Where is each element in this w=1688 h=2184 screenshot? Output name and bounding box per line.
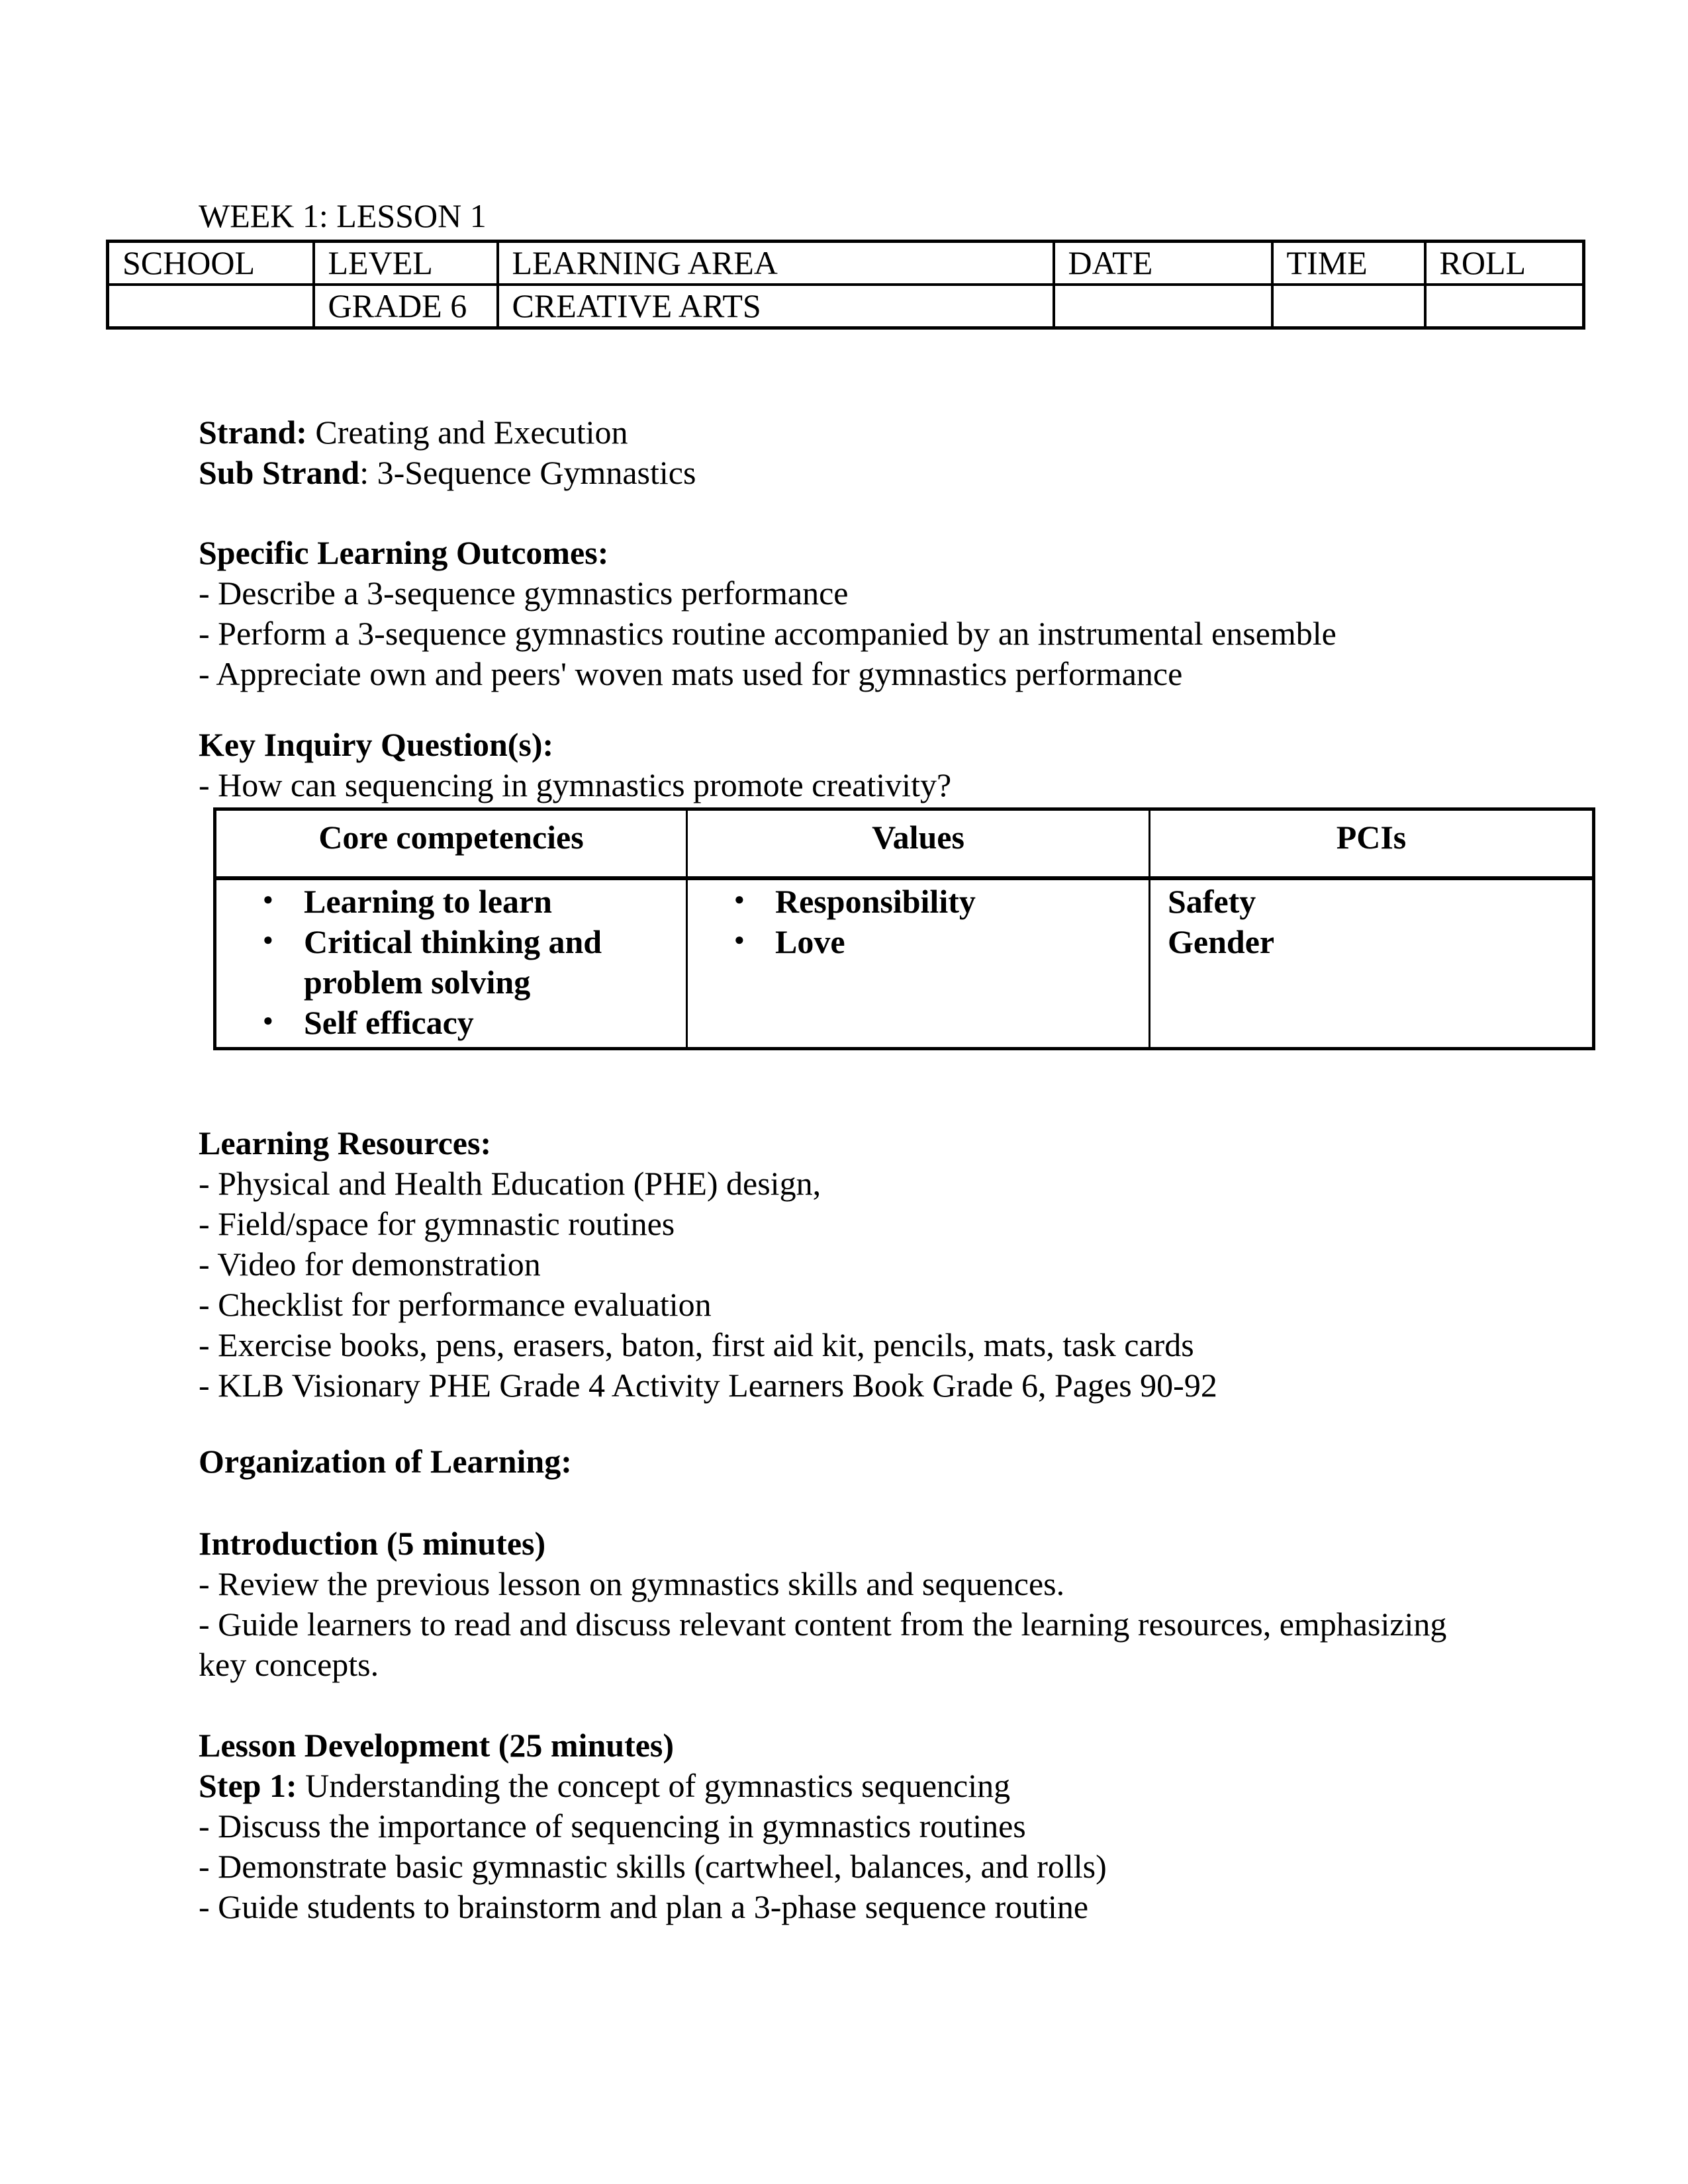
- pci-item: Safety: [1168, 883, 1256, 920]
- info-value-learning-area: CREATIVE ARTS: [498, 285, 1054, 328]
- step1-label: Step 1:: [199, 1767, 297, 1804]
- info-value-roll: [1425, 285, 1584, 328]
- lesson-development-item: - Demonstrate basic gymnastic skills (cartwheel, balances, and rolls): [199, 1848, 1107, 1885]
- competency-header-core: Core competencies: [215, 809, 687, 879]
- info-table-value-row: [108, 285, 1584, 328]
- organization-section: [199, 1441, 1489, 1482]
- strand-label: Strand:: [199, 414, 307, 451]
- info-header-date: DATE: [1054, 242, 1272, 285]
- key-inquiry-question: - How can sequencing in gymnastics promote creativity?: [199, 766, 952, 803]
- introduction-heading: Introduction (5 minutes): [199, 1525, 546, 1562]
- values-list: [688, 882, 1142, 962]
- info-value-date: [1054, 285, 1272, 328]
- outcome-item: - Describe a 3-sequence gymnastics performance: [199, 574, 849, 612]
- pci-item: Gender: [1168, 923, 1275, 960]
- core-competencies-list: [216, 882, 679, 1043]
- resource-item: - KLB Visionary PHE Grade 4 Activity Learners Book Grade 6, Pages 90-92: [199, 1367, 1217, 1404]
- info-table: [106, 240, 1585, 330]
- info-table-header-row: [108, 242, 1584, 285]
- strand-value: Creating and Execution: [306, 414, 628, 451]
- value-item: ● Responsibility: [734, 882, 1142, 922]
- core-competencies-cell: [215, 878, 687, 1049]
- introduction-section: [199, 1524, 1489, 1685]
- lesson-development-item: - Discuss the importance of sequencing in gymnastics routines: [199, 1807, 1026, 1844]
- competency-header-pcis: PCIs: [1150, 809, 1594, 879]
- info-header-learning-area: LEARNING AREA: [498, 242, 1054, 285]
- organization-heading: Organization of Learning:: [199, 1443, 572, 1480]
- core-competency-item: ● Critical thinking and problem solving: [263, 922, 679, 1003]
- lesson-development-item: - Guide students to brainstorm and plan a 3-phase sequence routine: [199, 1888, 1089, 1925]
- info-header-level: LEVEL: [314, 242, 498, 285]
- outcomes-heading: Specific Learning Outcomes:: [199, 534, 609, 571]
- key-inquiry-section: [199, 725, 1489, 805]
- value-item: ● Love: [734, 922, 1142, 962]
- info-value-school: [108, 285, 314, 328]
- step1-text: Understanding the concept of gymnastics sequencing: [297, 1767, 1011, 1804]
- learning-resources-heading: Learning Resources:: [199, 1124, 492, 1161]
- competency-table: [213, 807, 1595, 1050]
- introduction-line: key concepts.: [199, 1646, 379, 1683]
- competency-table-body-row: [215, 878, 1594, 1049]
- info-header-roll: ROLL: [1425, 242, 1584, 285]
- info-header-school: SCHOOL: [108, 242, 314, 285]
- outcome-item: - Appreciate own and peers' woven mats used for gymnastics performance: [199, 655, 1183, 692]
- lesson-development-heading: Lesson Development (25 minutes): [199, 1727, 675, 1764]
- learning-resources-section: [199, 1123, 1489, 1406]
- competency-table-header-row: [215, 809, 1594, 879]
- lesson-development-section: [199, 1725, 1489, 1927]
- outcome-item: - Perform a 3-sequence gymnastics routine accompanied by an instrumental ensemble: [199, 615, 1336, 652]
- resource-item: - Physical and Health Education (PHE) design,: [199, 1165, 821, 1202]
- step1-line: [199, 1766, 1489, 1806]
- sub-strand-label: Sub Strand: [199, 454, 360, 491]
- outcomes-section: [199, 533, 1489, 694]
- core-competency-item: ● Learning to learn: [263, 882, 679, 922]
- introduction-line: - Guide learners to read and discuss relevant content from the learning resources, emphasizing: [199, 1606, 1447, 1643]
- resource-item: - Exercise books, pens, erasers, baton, first aid kit, pencils, mats, task cards: [199, 1326, 1194, 1363]
- strand-section: [199, 412, 1489, 493]
- sub-strand-value: : 3-Sequence Gymnastics: [359, 454, 696, 491]
- sub-strand-line: [199, 453, 1489, 493]
- pcis-content: [1150, 882, 1585, 962]
- competency-header-values: Values: [687, 809, 1150, 879]
- resource-item: - Field/space for gymnastic routines: [199, 1205, 675, 1242]
- info-value-time: [1272, 285, 1425, 328]
- values-cell: [687, 878, 1150, 1049]
- strand-line: [199, 412, 1489, 453]
- week-heading: WEEK 1: LESSON 1: [199, 197, 487, 234]
- pcis-cell: [1150, 878, 1594, 1049]
- introduction-line: - Review the previous lesson on gymnastics skills and sequences.: [199, 1565, 1065, 1602]
- resource-item: - Video for demonstration: [199, 1246, 541, 1283]
- key-inquiry-heading: Key Inquiry Question(s):: [199, 726, 554, 763]
- core-competency-item: ● Self efficacy: [263, 1003, 679, 1043]
- info-header-time: TIME: [1272, 242, 1425, 285]
- info-value-level: GRADE 6: [314, 285, 498, 328]
- resource-item: - Checklist for performance evaluation: [199, 1286, 712, 1323]
